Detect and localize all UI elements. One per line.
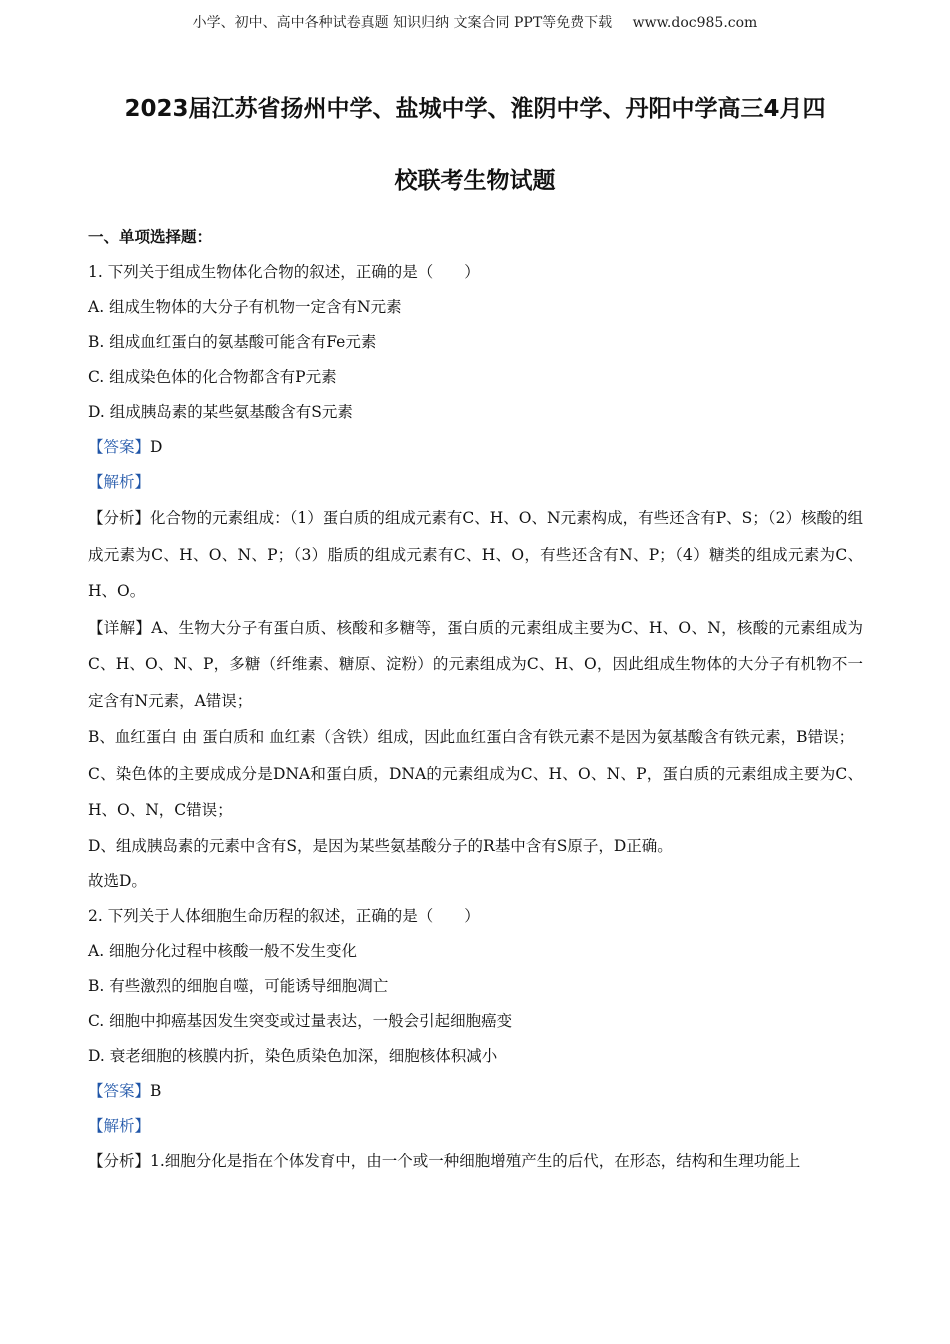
- q1-option-d: D. 组成胰岛素的某些氨基酸含有S元素: [88, 403, 353, 421]
- header-text: 小学、初中、高中各种试卷真题 知识归纳 文案合同 PPT等免费下载: [192, 15, 613, 31]
- document-body: [88, 220, 863, 1179]
- fenxi-tag: 【分析】: [88, 1151, 151, 1170]
- q1-fenxi: [88, 500, 863, 610]
- answer-tag: 【答案】: [88, 1081, 151, 1100]
- analysis-tag: 【解析】: [88, 1116, 151, 1135]
- q2-option-d: D. 衰老细胞的核膜内折，染色质染色加深，细胞核体积减小: [88, 1046, 498, 1065]
- q2-option-c: C. 细胞中抑癌基因发生突变或过量表达，一般会引起细胞癌变: [88, 1011, 513, 1030]
- xiangjie-tag: 【详解】: [88, 618, 152, 637]
- analysis-tag: 【解析】: [88, 473, 151, 491]
- q2-answer: [88, 1074, 863, 1109]
- doc-title-line2: 校联考生物试题: [394, 168, 556, 194]
- q2-analysis-tag: [88, 1109, 863, 1144]
- q1-option-c: C. 组成染色体的化合物都含有P元素: [88, 368, 337, 386]
- q1-xiangjie: [88, 610, 863, 720]
- fenxi-text: 1.细胞分化是指在个体发育中，由一个或一种细胞增殖产生的后代，在形态，结构和生理功能上: [150, 1151, 801, 1170]
- section-heading: 一、单项选择题：: [88, 228, 213, 246]
- q1-conclusion: 故选D。: [88, 871, 147, 890]
- doc-title-line1: 2023届江苏省扬州中学、盐城中学、淮阴中学、丹阳中学高三4月四: [124, 96, 826, 122]
- q1-analysis-tag: [88, 465, 863, 500]
- fenxi-text: 化合物的元素组成：（1）蛋白质的组成元素有C、H、O、N元素构成，有些还含有P、S；（2）核酸的组成元素为C、H、O、N、P；（3）脂质的组成元素有C、H、O，有些还含有N、P；（4）糖类的组成元素为C、H、O。: [88, 509, 863, 600]
- answer-tag: 【答案】: [88, 438, 151, 456]
- q2-fenxi: [88, 1144, 863, 1179]
- page-header: [0, 12, 950, 32]
- q1-answer: [88, 430, 863, 465]
- q2-option-b: B. 有些激烈的细胞自噬，可能诱导细胞凋亡: [88, 976, 389, 995]
- q1-stem: 1. 下列关于组成生物体化合物的叙述，正确的是（ ）: [88, 263, 480, 281]
- q1-option-b: B. 组成血红蛋白的氨基酸可能含有Fe元素: [88, 333, 377, 351]
- answer-value: B: [150, 1081, 162, 1100]
- fenxi-tag: 【分析】: [88, 509, 151, 527]
- xiangjie-text: A、生物大分子有蛋白质、核酸和多糖等，蛋白质的元素组成主要为C、H、O、N，核酸的元素组成为C、H、O、N、P，多糖（纤维素、糖原、淀粉）的元素组成为C、H、O，因此组成生物体的大分子有机物不一定含有N元素，A错误；: [88, 618, 863, 710]
- q1-explain-c: C、染色体的主要成成分是DNA和蛋白质，DNA的元素组成为C、H、O、N、P，蛋白质的元素组成主要为C、H、O、N，C错误；: [88, 764, 863, 819]
- header-site-link[interactable]: www.doc985.com: [632, 15, 758, 31]
- q1-explain-d: D、组成胰岛素的元素中含有S，是因为某些氨基酸分子的R基中含有S原子，D正确。: [88, 836, 673, 855]
- q1-option-a: A. 组成生物体的大分子有机物一定含有N元素: [88, 298, 402, 316]
- answer-value: D: [150, 438, 163, 456]
- q2-option-a: A. 细胞分化过程中核酸一般不发生变化: [88, 941, 358, 960]
- q2-stem: 2. 下列关于人体细胞生命历程的叙述，正确的是（ ）: [88, 906, 480, 925]
- q1-explain-b: B、血红蛋白 由 蛋白质和 血红素（含铁）组成，因此血红蛋白含有铁元素不是因为氨基酸含有铁元素，B错误；: [88, 728, 855, 746]
